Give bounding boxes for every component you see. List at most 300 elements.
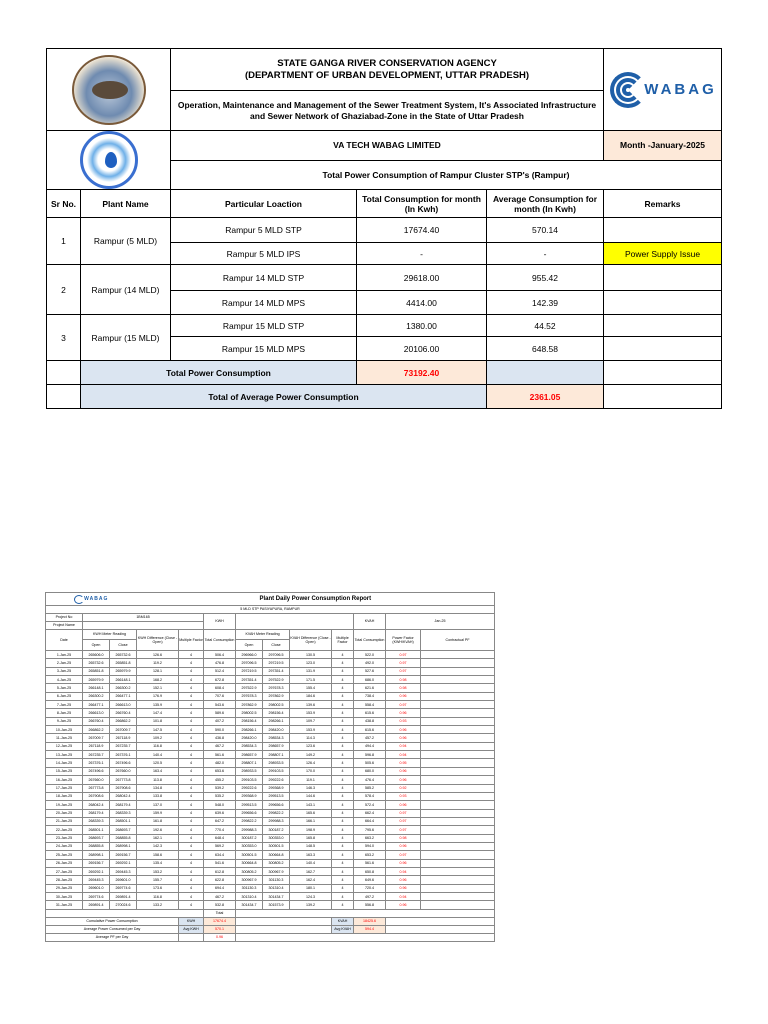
avg-cell: 648.58 — [487, 337, 604, 361]
kwh-mult-cell: 4 — [179, 709, 204, 717]
kvah-open-cell: 301310.4 — [236, 892, 263, 900]
kwh-total-cell: 590.0 — [204, 726, 236, 734]
kvah-close-cell: 299656.6 — [263, 801, 290, 809]
power-factor-cell: 0.97 — [386, 826, 421, 834]
kvah-total-cell: 556.8 — [354, 901, 386, 909]
kvah-mult-cell: 4 — [332, 817, 354, 825]
contract-pf-cell — [421, 859, 495, 867]
kwh-total-cell: 639.6 — [204, 809, 236, 817]
kvah-total-cell: 476.4 — [354, 776, 386, 784]
cum-kwh-label: KWH — [179, 917, 204, 925]
avg-kvah-value: 594.4 — [354, 925, 386, 933]
kvah-close-cell: 297219.5 — [263, 659, 290, 667]
kwh-open-cell: 266613.0 — [83, 709, 110, 717]
kwh-open-cell: 266477.1 — [83, 701, 110, 709]
avg-cell: 570.14 — [487, 218, 604, 243]
date-cell: 15-Jan-25 — [46, 767, 83, 775]
kwh-mult-cell: 4 — [179, 801, 204, 809]
table-row — [46, 792, 495, 800]
kwh-mult-cell: 4 — [179, 776, 204, 784]
company-name: VA TECH WABAG LIMITED — [171, 131, 604, 161]
kwh-diff-cell: 133.8 — [137, 792, 179, 800]
daily-consumption-report — [45, 592, 495, 942]
kvah-mult-cell: 4 — [332, 809, 354, 817]
date-cell: 22-Jan-25 — [46, 826, 83, 834]
kwh-close-cell: 265979.9 — [110, 667, 137, 675]
date-cell: 30-Jan-25 — [46, 892, 83, 900]
kvah-open-cell: 298002.5 — [236, 709, 263, 717]
plant-name-cell: Rampur (14 MLD) — [81, 265, 171, 315]
kwh-diff-cell: 142.3 — [137, 842, 179, 850]
kwh-close-cell: 269891.4 — [110, 892, 137, 900]
kwh-total-cell: 467.2 — [204, 892, 236, 900]
total-cell: 1380.00 — [357, 315, 487, 337]
col-header-kwh-diff: KWH Difference (Close -Open) — [137, 630, 179, 651]
kwh-mult-cell: 4 — [179, 884, 204, 892]
power-factor-cell: 0.96 — [386, 859, 421, 867]
empty-cell — [236, 909, 495, 917]
kwh-open-cell: 265851.8 — [83, 667, 110, 675]
kvah-close-cell: 298933.5 — [263, 759, 290, 767]
contract-pf-cell — [421, 684, 495, 692]
ganga-logo-cell — [47, 131, 171, 190]
power-factor-cell: 0.93 — [386, 717, 421, 725]
location-cell: Rampur 14 MLD MPS — [171, 291, 357, 315]
power-factor-cell: 0.97 — [386, 701, 421, 709]
kvah-total-cell: 686.0 — [354, 676, 386, 684]
kwh-mult-cell: 4 — [179, 792, 204, 800]
kvah-total-cell: 653.2 — [354, 851, 386, 859]
kvah-open-cell: 299988.3 — [236, 826, 263, 834]
kvah-diff-cell: 165.6 — [290, 809, 332, 817]
kvah-total-cell: 494.4 — [354, 742, 386, 750]
kvah-diff-cell: 155.4 — [290, 684, 332, 692]
kwh-total-cell: 647.2 — [204, 817, 236, 825]
kvah-open-cell: 298420.0 — [236, 734, 263, 742]
kvah-close-cell: 301573.9 — [263, 901, 290, 909]
kvah-diff-cell: 139.2 — [290, 901, 332, 909]
kvah-diff-cell: 198.9 — [290, 826, 332, 834]
kvah-open-cell: 301434.7 — [236, 901, 263, 909]
kwh-total-cell: 436.8 — [204, 734, 236, 742]
sr-cell: 3 — [47, 315, 81, 361]
plant-name-cell: Rampur (5 MLD) — [81, 218, 171, 265]
kvah-close-cell: 301310.4 — [263, 884, 290, 892]
kwh-close-cell: 270024.6 — [110, 901, 137, 909]
project-name-value — [83, 622, 204, 630]
kvah-open-cell: 298657.9 — [236, 751, 263, 759]
report-month: Jan-25 — [386, 614, 495, 630]
kvah-mult-cell: 4 — [332, 701, 354, 709]
agency-emblem-icon — [72, 55, 146, 125]
kvah-mult-cell: 4 — [332, 867, 354, 875]
kwh-close-cell: 268179.4 — [110, 801, 137, 809]
col-header-date: Date — [46, 630, 83, 651]
kvah-mult-cell: 4 — [332, 834, 354, 842]
cum-kvah-value: 18425.6 — [354, 917, 386, 925]
kvah-open-cell: 298933.5 — [236, 767, 263, 775]
contract-pf-cell — [421, 792, 495, 800]
col-header-sr: Sr No. — [47, 190, 81, 218]
kwh-total-cell: 653.6 — [204, 767, 236, 775]
table-row — [46, 784, 495, 792]
date-cell: 8-Jan-25 — [46, 709, 83, 717]
project-no-label: Project No — [46, 614, 83, 622]
total-cell: 17674.40 — [357, 218, 487, 243]
date-cell: 25-Jan-25 — [46, 851, 83, 859]
location-cell: Rampur 14 MLD STP — [171, 265, 357, 291]
contract-pf-cell — [421, 876, 495, 884]
location-cell: Rampur 15 MLD MPS — [171, 337, 357, 361]
power-factor-cell: 0.98 — [386, 676, 421, 684]
kvah-diff-cell: 130.5 — [290, 651, 332, 659]
kvah-diff-cell: 148.5 — [290, 842, 332, 850]
contract-pf-cell — [421, 651, 495, 659]
kwh-diff-cell: 133.2 — [137, 901, 179, 909]
kwh-mult-cell: 4 — [179, 684, 204, 692]
kvah-mult-cell: 4 — [332, 826, 354, 834]
kvah-diff-cell: 143.1 — [290, 801, 332, 809]
kwh-open-cell: 267118.9 — [83, 742, 110, 750]
kwh-close-cell: 268042.4 — [110, 792, 137, 800]
date-cell: 29-Jan-25 — [46, 884, 83, 892]
power-factor-cell: 0.96 — [386, 692, 421, 700]
kwh-close-cell: 266148.1 — [110, 676, 137, 684]
date-cell: 21-Jan-25 — [46, 817, 83, 825]
table-row — [46, 767, 495, 775]
col-header-plant: Plant Name — [81, 190, 171, 218]
kvah-close-cell: 299822.2 — [263, 809, 290, 817]
kvah-mult-cell: 4 — [332, 726, 354, 734]
kvah-close-cell: 300353.0 — [263, 834, 290, 842]
kwh-mult-cell: 4 — [179, 676, 204, 684]
col-header-avg: Average Consumption for month (In Kwh) — [487, 190, 604, 218]
date-cell: 12-Jan-25 — [46, 742, 83, 750]
kvah-open-cell: 297862.9 — [236, 701, 263, 709]
kvah-close-cell: 298266.1 — [263, 717, 290, 725]
kvah-mult-cell: 4 — [332, 717, 354, 725]
kwh-open-cell: 269156.7 — [83, 859, 110, 867]
kwh-open-cell: 267496.6 — [83, 767, 110, 775]
report-logo-cell — [46, 593, 137, 606]
power-factor-cell: 0.93 — [386, 792, 421, 800]
kwh-close-cell: 265732.6 — [110, 651, 137, 659]
kwh-mult-cell: 4 — [179, 784, 204, 792]
kvah-close-cell: 299222.6 — [263, 776, 290, 784]
table-row — [46, 701, 495, 709]
kvah-close-cell: 297678.3 — [263, 684, 290, 692]
total-cell: 20106.00 — [357, 337, 487, 361]
table-row — [46, 726, 495, 734]
kvah-mult-cell: 4 — [332, 759, 354, 767]
date-cell: 5-Jan-25 — [46, 684, 83, 692]
kwh-close-cell: 267235.7 — [110, 742, 137, 750]
kvah-open-cell: 300805.2 — [236, 867, 263, 875]
kvah-diff-cell: 166.1 — [290, 817, 332, 825]
kvah-close-cell: 301434.7 — [263, 892, 290, 900]
kvah-close-cell: 300967.9 — [263, 867, 290, 875]
date-cell: 1-Jan-25 — [46, 651, 83, 659]
kwh-diff-cell: 155.7 — [137, 876, 179, 884]
kvah-mult-cell: 4 — [332, 776, 354, 784]
kvah-diff-cell: 114.3 — [290, 734, 332, 742]
power-summary-table — [46, 48, 722, 409]
power-factor-cell: 0.96 — [386, 884, 421, 892]
kwh-mult-cell: 4 — [179, 759, 204, 767]
col-header-close: Close — [110, 640, 137, 651]
empty-cell — [487, 361, 604, 385]
kwh-mult-cell: 4 — [179, 876, 204, 884]
kwh-total-cell: 608.4 — [204, 684, 236, 692]
empty-cell — [179, 933, 204, 941]
kwh-diff-cell: 113.8 — [137, 776, 179, 784]
power-factor-cell: 0.92 — [386, 784, 421, 792]
contract-pf-cell — [421, 767, 495, 775]
table-row — [46, 826, 495, 834]
kwh-open-cell: 266760.4 — [83, 717, 110, 725]
power-factor-cell: 0.98 — [386, 684, 421, 692]
kvah-close-cell: 298657.9 — [263, 742, 290, 750]
agency-header — [171, 49, 604, 91]
date-cell: 20-Jan-25 — [46, 809, 83, 817]
kwh-total-cell: 535.2 — [204, 792, 236, 800]
empty-cell — [604, 385, 722, 409]
kvah-diff-cell: 131.9 — [290, 667, 332, 675]
kvah-close-cell: 297522.9 — [263, 676, 290, 684]
kwh-open-cell: 268042.4 — [83, 801, 110, 809]
remarks-cell — [604, 291, 722, 315]
table-row — [46, 851, 495, 859]
kvah-close-cell: 301130.3 — [263, 876, 290, 884]
project-no-value: 1BM165 — [83, 614, 204, 622]
kwh-total-cell: 707.6 — [204, 692, 236, 700]
table-row — [46, 684, 495, 692]
kvah-total-cell: 594.0 — [354, 842, 386, 850]
kwh-mult-cell: 4 — [179, 817, 204, 825]
contract-pf-cell — [421, 892, 495, 900]
remarks-cell — [604, 218, 722, 243]
kvah-diff-cell: 123.6 — [290, 742, 332, 750]
kvah-close-cell: 298156.4 — [263, 709, 290, 717]
kvah-mult-cell: 4 — [332, 692, 354, 700]
power-factor-cell: 0.98 — [386, 834, 421, 842]
kvah-diff-cell: 163.3 — [290, 851, 332, 859]
kvah-open-cell: 297351.4 — [236, 676, 263, 684]
kwh-total-cell: 467.2 — [204, 742, 236, 750]
table-row — [46, 717, 495, 725]
kwh-open-cell: 269891.4 — [83, 901, 110, 909]
kvah-diff-cell: 144.6 — [290, 792, 332, 800]
power-factor-cell: 0.97 — [386, 667, 421, 675]
kwh-open-cell: 268693.7 — [83, 834, 110, 842]
kvah-mult-cell: 4 — [332, 884, 354, 892]
power-factor-cell: 0.97 — [386, 659, 421, 667]
date-cell: 4-Jan-25 — [46, 676, 83, 684]
kvah-total-cell: 522.0 — [354, 651, 386, 659]
table-row — [46, 776, 495, 784]
kvah-open-cell: 297219.5 — [236, 667, 263, 675]
kvah-mult-cell: 4 — [332, 742, 354, 750]
empty-cell — [236, 925, 332, 933]
contract-pf-cell — [421, 667, 495, 675]
kwh-total-cell: 561.6 — [204, 751, 236, 759]
date-cell: 2-Jan-25 — [46, 659, 83, 667]
kwh-diff-cell: 134.8 — [137, 784, 179, 792]
kvah-open-cell: 299822.2 — [236, 817, 263, 825]
kvah-total-cell: 561.6 — [354, 859, 386, 867]
empty-cell — [236, 917, 332, 925]
contract-pf-cell — [421, 659, 495, 667]
kwh-total-cell: 482.0 — [204, 759, 236, 767]
kwh-mult-cell: 4 — [179, 667, 204, 675]
kvah-close-cell: 297862.9 — [263, 692, 290, 700]
date-cell: 19-Jan-25 — [46, 801, 83, 809]
kwh-diff-cell: 163.4 — [137, 767, 179, 775]
ganga-mission-emblem-icon — [80, 131, 138, 189]
kvah-diff-cell: 119.1 — [290, 776, 332, 784]
kvah-close-cell: 299988.3 — [263, 817, 290, 825]
col-header-remarks: Remarks — [604, 190, 722, 218]
avg-kwh-label: Avg KWH — [179, 925, 204, 933]
contract-pf-cell — [421, 692, 495, 700]
kvah-total-cell: 457.2 — [354, 734, 386, 742]
date-cell: 23-Jan-25 — [46, 834, 83, 842]
kvah-open-cell: 298156.4 — [236, 717, 263, 725]
kvah-open-cell: 301130.3 — [236, 884, 263, 892]
col-header-open: Open — [83, 640, 110, 651]
operation-title: Operation, Maintenance and Management of the Sewer Treatment System, It's Associated Infrastructure and Sewer Network of Ghaziabad-Zone in the State of Uttar Pradesh — [171, 91, 604, 131]
date-cell: 3-Jan-25 — [46, 667, 83, 675]
col-header-location: Particular Loaction — [171, 190, 357, 218]
kvah-mult-cell: 4 — [332, 842, 354, 850]
agency-title-line2: (DEPARTMENT OF URBAN DEVELOPMENT, UTTAR PRADESH) — [244, 69, 530, 81]
location-cell: Rampur 5 MLD STP — [171, 218, 357, 243]
kvah-diff-cell: 165.8 — [290, 834, 332, 842]
kwh-diff-cell: 161.8 — [137, 817, 179, 825]
table-row — [46, 867, 495, 875]
kwh-open-cell: 267660.0 — [83, 776, 110, 784]
sr-cell: 1 — [47, 218, 81, 265]
kvah-mult-cell: 4 — [332, 851, 354, 859]
date-cell: 28-Jan-25 — [46, 876, 83, 884]
contract-pf-cell — [421, 742, 495, 750]
kwh-mult-cell: 4 — [179, 892, 204, 900]
date-cell: 16-Jan-25 — [46, 776, 83, 784]
kvah-close-cell: 300664.8 — [263, 851, 290, 859]
total-cell: - — [357, 243, 487, 265]
location-cell: Rampur 15 MLD STP — [171, 315, 357, 337]
kvah-total-cell: 438.8 — [354, 717, 386, 725]
table-row — [46, 817, 495, 825]
contract-pf-cell — [421, 834, 495, 842]
date-cell: 6-Jan-25 — [46, 692, 83, 700]
empty-cell — [386, 917, 495, 925]
wabag-mini-logo — [46, 593, 137, 605]
kwh-mult-cell: 4 — [179, 692, 204, 700]
power-factor-cell: 0.94 — [386, 751, 421, 759]
kwh-total-cell: 589.6 — [204, 709, 236, 717]
date-cell: 17-Jan-25 — [46, 784, 83, 792]
power-factor-cell: 0.96 — [386, 726, 421, 734]
kvah-open-cell: 300664.8 — [236, 859, 263, 867]
remarks-cell — [604, 337, 722, 361]
kvah-mult-cell: 4 — [332, 801, 354, 809]
kwh-diff-cell: 192.6 — [137, 826, 179, 834]
kwh-close-cell: 269445.3 — [110, 867, 137, 875]
kwh-close-cell: 266613.0 — [110, 701, 137, 709]
table-row — [46, 759, 495, 767]
kwh-diff-cell: 153.2 — [137, 867, 179, 875]
kvah-diff-cell: 184.6 — [290, 692, 332, 700]
kvah-mult-cell: 4 — [332, 792, 354, 800]
kwh-mult-cell: 4 — [179, 901, 204, 909]
power-factor-cell: 0.94 — [386, 867, 421, 875]
table-row — [46, 842, 495, 850]
kvah-total-cell: 795.6 — [354, 826, 386, 834]
col-header-kvah-open: Open — [236, 640, 263, 651]
kvah-close-cell: 300501.5 — [263, 842, 290, 850]
kwh-open-cell: 265979.9 — [83, 676, 110, 684]
power-factor-cell: 0.96 — [386, 842, 421, 850]
kvah-mult-cell: 4 — [332, 676, 354, 684]
avg-power-label: Total of Average Power Consumption — [81, 385, 487, 409]
avg-power-value: 2361.05 — [487, 385, 604, 409]
table-row — [46, 876, 495, 884]
kvah-total-cell: 572.4 — [354, 801, 386, 809]
col-header-kvah-meter: KVAH Meter Reading — [236, 630, 290, 640]
report-title: Plant Daily Power Consumption Report — [137, 593, 495, 606]
power-factor-cell: 0.94 — [386, 892, 421, 900]
kvah-mult-cell: 4 — [332, 709, 354, 717]
power-factor-cell: 0.97 — [386, 851, 421, 859]
kvah-close-cell: 298807.1 — [263, 751, 290, 759]
kwh-total-cell: 512.4 — [204, 667, 236, 675]
kvah-open-cell: 297522.9 — [236, 684, 263, 692]
kwh-total-cell: 407.2 — [204, 717, 236, 725]
kvah-open-cell: 299656.6 — [236, 809, 263, 817]
table-row — [46, 892, 495, 900]
kwh-open-cell: 265606.0 — [83, 651, 110, 659]
kwh-open-cell: 268179.4 — [83, 809, 110, 817]
contract-pf-cell — [421, 701, 495, 709]
wabag-arcs-icon — [608, 70, 648, 110]
kwh-diff-cell: 147.5 — [137, 726, 179, 734]
kwh-diff-cell: 120.5 — [137, 759, 179, 767]
empty-cell — [47, 385, 81, 409]
kwh-open-cell: 267908.6 — [83, 792, 110, 800]
kvah-total-cell: 492.0 — [354, 659, 386, 667]
table-row — [46, 834, 495, 842]
kvah-mult-cell: 4 — [332, 751, 354, 759]
kvah-diff-cell: 180.1 — [290, 884, 332, 892]
col-header-contract-pf: Contractual PF — [421, 630, 495, 651]
kvah-total-cell: 558.4 — [354, 701, 386, 709]
kwh-mult-cell: 4 — [179, 734, 204, 742]
kwh-diff-cell: 176.9 — [137, 692, 179, 700]
kvah-open-cell: 300967.9 — [236, 876, 263, 884]
date-cell: 24-Jan-25 — [46, 842, 83, 850]
col-header-total: Total Consumption — [204, 630, 236, 651]
power-factor-cell: 0.94 — [386, 742, 421, 750]
date-cell: 26-Jan-25 — [46, 859, 83, 867]
kvah-close-cell: 300187.2 — [263, 826, 290, 834]
kwh-mult-cell: 4 — [179, 859, 204, 867]
kwh-diff-cell: 116.8 — [137, 742, 179, 750]
remarks-cell-highlight: Power Supply Issue — [604, 243, 722, 265]
kwh-total-cell: 634.4 — [204, 851, 236, 859]
kvah-total-cell: 650.8 — [354, 867, 386, 875]
kwh-mult-cell: 4 — [179, 767, 204, 775]
